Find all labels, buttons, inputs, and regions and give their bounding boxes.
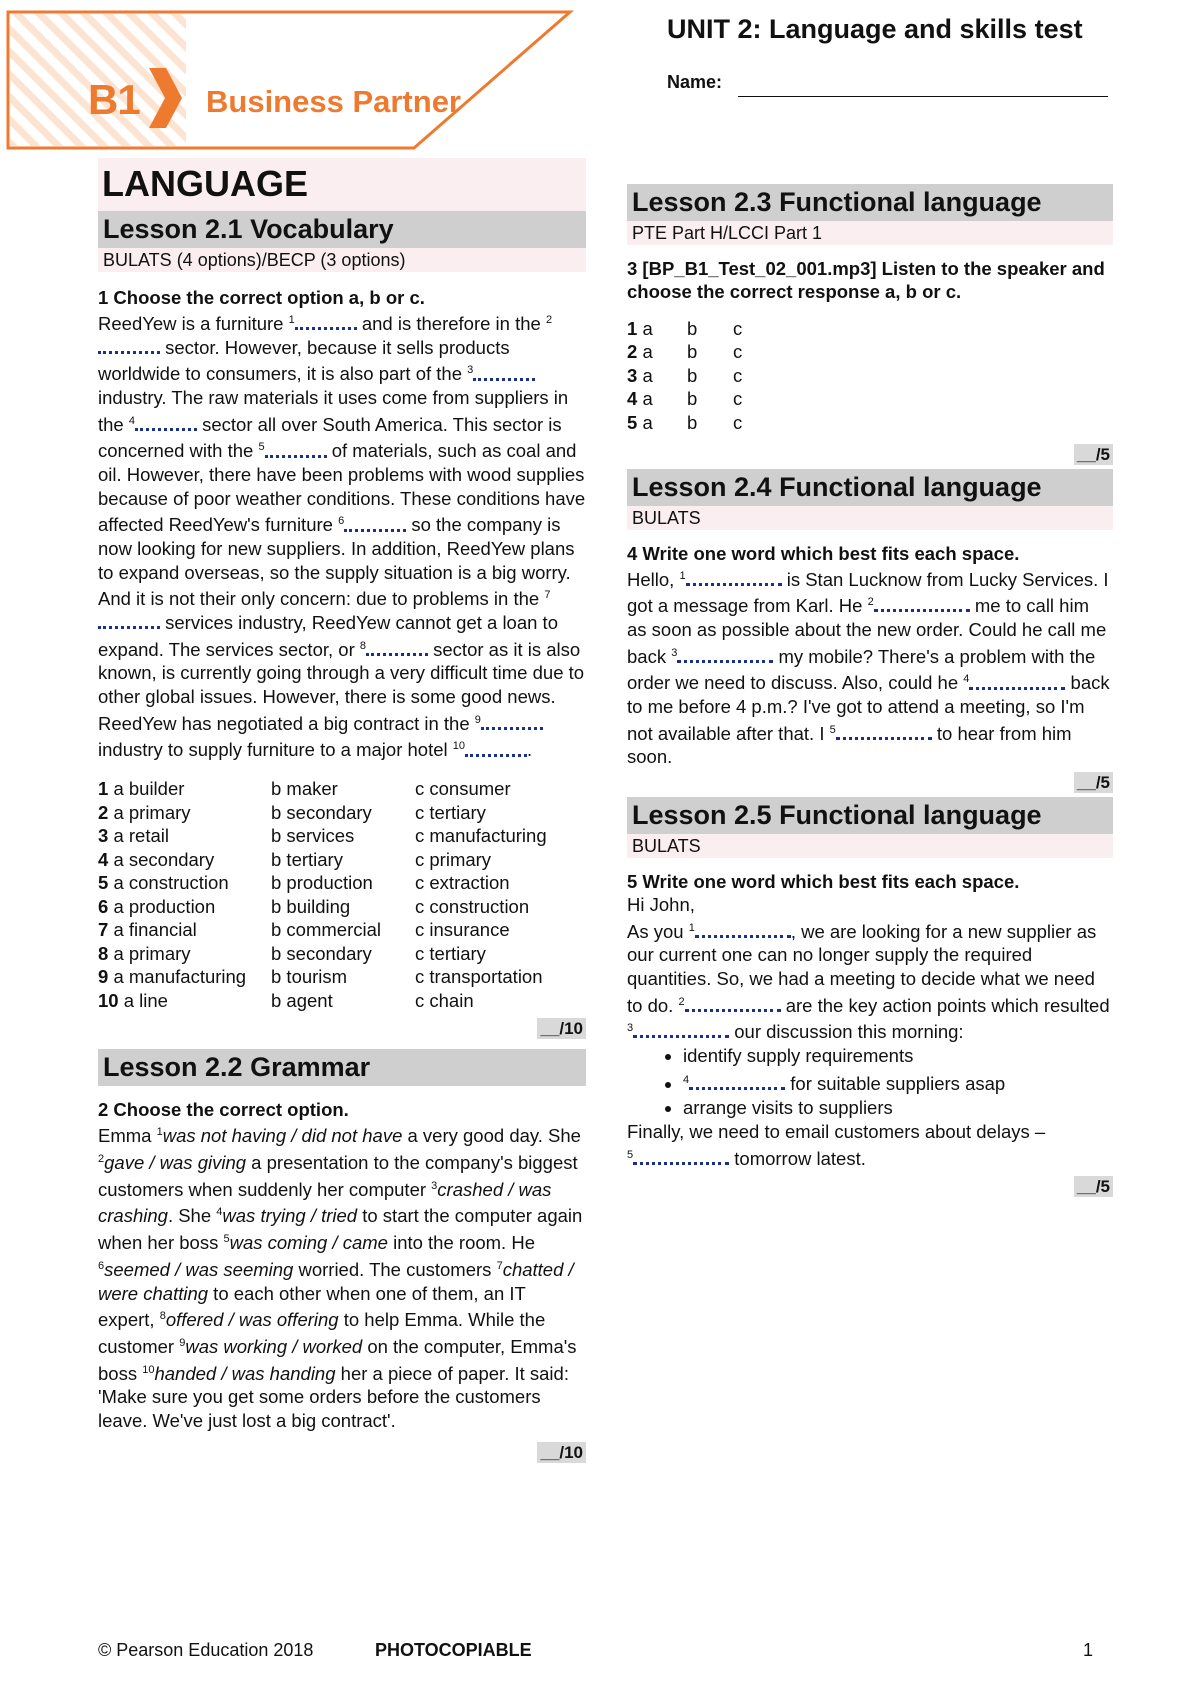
item-number: 3 <box>627 364 638 386</box>
option-cell[interactable] <box>98 896 271 920</box>
text-run: . She <box>167 1205 217 1227</box>
answer-option-b[interactable] <box>687 364 733 388</box>
answer-option-a[interactable] <box>627 341 687 365</box>
item-number: 10 <box>142 1363 155 1376</box>
exercise-1-options <box>98 778 547 1013</box>
score-value: __/5 <box>1074 772 1113 793</box>
option-cell[interactable] <box>98 802 271 826</box>
text-run: of materials, such as coal and oil. However, there have been problems with wood supplies because of poor weather conditions. These conditions have affected ReedYew's furniture <box>98 440 586 536</box>
answer-gap[interactable] <box>874 597 970 612</box>
lesson-2-3-title: Lesson 2.3 Functional language <box>627 184 1113 221</box>
option-text: a production <box>113 895 216 917</box>
text-run: her a piece of paper. It said: 'Make sure you get some orders before the customers leave. We've just lost a big contract'. <box>98 1362 569 1432</box>
text-run: my mobile? There's a problem with the order we need to discuss. Also, could he <box>627 645 1096 694</box>
option-row <box>98 990 547 1014</box>
name-label: Name: <box>667 72 723 92</box>
item-number: 4 <box>627 388 638 410</box>
score-box <box>627 773 1113 793</box>
answer-gap[interactable] <box>98 614 160 629</box>
option-text: a primary <box>113 942 191 964</box>
exercise-1-instruction: 1 Choose the correct option a, b or c. <box>98 287 425 308</box>
option-number: 5 <box>98 872 109 894</box>
choice-option[interactable]: offered / was offering <box>165 1309 339 1331</box>
option-letter: a <box>642 388 653 410</box>
option-cell[interactable] <box>271 966 415 990</box>
answer-gap[interactable] <box>633 1150 729 1165</box>
text-run: tomorrow latest. <box>729 1147 866 1169</box>
list-item: • $^4$ for suitable suppliers asap <box>683 1068 1113 1096</box>
text-run: Emma <box>98 1125 157 1147</box>
answer-option-b[interactable] <box>687 411 733 435</box>
option-cell[interactable] <box>415 919 547 943</box>
text-run: on the computer, Emma's boss <box>98 1336 577 1384</box>
option-cell[interactable] <box>415 778 547 802</box>
answer-gap[interactable] <box>465 742 527 757</box>
answer-option-c[interactable] <box>733 364 742 388</box>
answer-option-a[interactable] <box>627 411 687 435</box>
exercise-4-text: Hello, $^1$ is Stan Lucknow from Lucky Services. I got a message from Karl. He $^2$ me to call him as soon as possible about the new order. Could he call me back $^3$ my mobile? There's a problem with the order we need to discuss. Also, could he $^4$ back to me before 4 p.m.? I've got to attend a meeting, so I'm not available after that. I $^5$ to hear from him soon. <box>627 568 1110 768</box>
text-run: As you <box>627 920 689 942</box>
option-letter: c <box>733 411 743 433</box>
option-letter: c <box>733 341 743 363</box>
page-number: 1 <box>1083 1640 1094 1660</box>
right-column <box>627 184 1113 1197</box>
answer-option-c[interactable] <box>733 388 742 412</box>
option-cell[interactable] <box>271 872 415 896</box>
exercise-3-answers <box>627 317 742 435</box>
option-cell[interactable] <box>271 849 415 873</box>
answer-gap[interactable] <box>686 571 782 586</box>
exercise-5-text: As you $^1$ , we are looking for a new supplier as our current one can no longer supply the required quantities. So, we had a meeting to decide what we need to do. $^2$ are the key action points which resulted $^3$ our discussion this morning: <box>627 920 1110 1043</box>
answer-row <box>627 317 742 341</box>
exercise-5-instruction: 5 Write one word which best fits each space. <box>627 871 1020 893</box>
option-row <box>98 919 547 943</box>
text-run: into the room. He <box>387 1232 535 1254</box>
score-value: __/5 <box>1074 444 1113 465</box>
option-text: c primary <box>415 848 492 870</box>
answer-option-b[interactable] <box>687 388 733 412</box>
answer-row <box>627 411 742 435</box>
answer-gap[interactable] <box>265 443 327 458</box>
option-letter: c <box>733 317 743 339</box>
option-cell[interactable] <box>98 919 271 943</box>
answer-option-c[interactable] <box>733 317 742 341</box>
text-run: me to call him as soon as possible about the new order. Could he call me back <box>627 595 1107 667</box>
option-text: b secondary <box>271 942 372 964</box>
answer-option-a[interactable] <box>627 364 687 388</box>
list-item: • arrange visits to suppliers <box>683 1096 1113 1120</box>
logo-name: Business Partner <box>206 84 461 119</box>
option-text: b commercial <box>271 919 381 941</box>
lesson-2-4-subtitle: BULATS <box>627 506 1113 530</box>
option-cell[interactable] <box>415 966 547 990</box>
option-row <box>98 825 547 849</box>
option-cell[interactable] <box>415 802 547 826</box>
choice-option[interactable]: was not having / did not have <box>162 1125 403 1147</box>
item-number: 5 <box>223 1233 230 1246</box>
option-cell[interactable] <box>415 990 547 1014</box>
exercise-5-greeting: Hi John, <box>627 894 695 916</box>
item-number: 1 <box>156 1126 163 1139</box>
option-number: 8 <box>98 942 109 964</box>
answer-option-c[interactable] <box>733 341 742 365</box>
option-text: b agent <box>271 989 333 1011</box>
choice-option[interactable]: was working / worked <box>185 1336 363 1358</box>
text-run: to help Emma. While the customer <box>98 1309 546 1358</box>
option-number: 2 <box>98 801 109 823</box>
answer-gap[interactable] <box>473 366 535 381</box>
exercise-4-instruction: 4 Write one word which best fits each space. <box>627 542 1020 564</box>
item-number: 3 <box>431 1179 438 1192</box>
text-run: so the company is now looking for new suppliers. In addition, ReedYew plans to expand overseas, so the supply situation is a big worry. And it is not their only concern: due to problems in the <box>98 514 575 610</box>
option-text: a primary <box>113 801 191 823</box>
text-run: . <box>527 739 533 761</box>
answer-gap[interactable] <box>695 923 791 938</box>
answer-row <box>627 341 742 365</box>
text-run: Hello, <box>627 568 680 590</box>
option-row <box>98 778 547 802</box>
option-text: c insurance <box>415 919 510 941</box>
answer-gap[interactable] <box>689 1075 785 1090</box>
score-value: __/5 <box>1074 1176 1113 1197</box>
list-item: • identify supply requirements <box>683 1044 1113 1068</box>
text-run: back to me before 4 p.m.? I've got to attend a meeting, so I'm not available after that. I <box>627 672 1110 744</box>
option-number: 7 <box>98 919 109 941</box>
option-text: a secondary <box>113 848 215 870</box>
option-cell[interactable] <box>415 943 547 967</box>
text-run: a presentation to the company's biggest customers when suddenly her computer <box>98 1152 578 1200</box>
answer-gap[interactable] <box>295 315 357 330</box>
option-number: 9 <box>98 966 109 988</box>
logo <box>6 8 586 163</box>
answer-gap[interactable] <box>677 648 773 663</box>
option-text: c chain <box>415 989 474 1011</box>
item-number: 7 <box>496 1259 503 1272</box>
choice-option[interactable]: was coming / came <box>229 1232 388 1254</box>
option-cell[interactable] <box>271 802 415 826</box>
text-run: , we are looking for a new supplier as our current one can no longer supply the required quantities. So, we had a meeting to decide what we need to do. <box>627 920 1097 1016</box>
left-column <box>98 158 586 1463</box>
text-run: to hear from him soon. <box>627 722 1072 768</box>
option-cell[interactable] <box>271 990 415 1014</box>
option-cell[interactable] <box>98 825 271 849</box>
text-run: industry. The raw materials it uses come from suppliers in the <box>98 387 569 435</box>
option-text: b building <box>271 895 351 917</box>
option-cell[interactable] <box>271 778 415 802</box>
exercise-1-text: ReedYew is a furniture $^1$ and is therefore in the $^2$ sector. However, because it sells products worldwide to consumers, it is also part of the $^3$ industry. The raw materials it uses come from suppliers in the $^4$ sector all over South America. This sector is concerned with the $^5$ of materials, such as coal and oil. However, there have been problems with wood supplies because of poor weather conditions. These conditions have affected ReedYew's furniture $^6$ so the company is now looking for new suppliers. In addition, ReedYew plans to expand overseas, so the supply situation is a big worry. And it is not their only concern: due to problems in the $^7$ services industry, ReedYew cannot get a loan to expand. The services sector, or $^8$ sector as it is also known, is currently going through a very difficult time due to other global issues. However, there is some good news. ReedYew has negotiated a big contract in the $^9$ industry to supply furniture to a major hotel $^{10}$ . <box>98 313 586 761</box>
logo-level: B1 <box>88 76 140 123</box>
option-cell[interactable] <box>271 825 415 849</box>
action-points-list <box>627 1044 1113 1120</box>
option-number: 3 <box>98 825 109 847</box>
lesson-2-4-title: Lesson 2.4 Functional language <box>627 469 1113 506</box>
text-run: to start the computer again when her boss <box>98 1205 583 1254</box>
score-box <box>627 1177 1113 1197</box>
section-title: LANGUAGE <box>98 158 586 211</box>
footer-copyright: © Pearson Education 2018 <box>98 1640 314 1660</box>
answer-gap[interactable] <box>481 715 543 730</box>
option-row <box>98 966 547 990</box>
text-run: a very good day. She <box>402 1125 581 1147</box>
answer-option-a[interactable] <box>627 317 687 341</box>
option-letter: b <box>687 317 698 339</box>
text-run: is Stan Lucknow from Lucky Services. I got a message from Karl. He <box>627 568 1109 617</box>
option-letter: a <box>642 364 653 386</box>
option-number: 1 <box>98 778 109 800</box>
answer-gap[interactable] <box>366 641 428 656</box>
option-text: b tourism <box>271 966 348 988</box>
item-number: 1 <box>627 317 638 339</box>
item-number: 8 <box>159 1310 166 1323</box>
text-run: sector as it is also known, is currently going through a very difficult time due to other global issues. However, there is some good news. ReedYew has negotiated a big contract in the <box>98 638 585 734</box>
option-text: c consumer <box>415 778 511 800</box>
option-text: b secondary <box>271 801 372 823</box>
option-number: 10 <box>98 989 119 1011</box>
option-cell[interactable] <box>271 943 415 967</box>
score-box <box>98 1019 586 1039</box>
lesson-2-5-subtitle: BULATS <box>627 834 1113 858</box>
score-value: __/10 <box>537 1442 586 1463</box>
name-field[interactable] <box>738 96 1108 97</box>
text-run: to each other when one of them, an IT expert, <box>98 1282 526 1331</box>
option-number: 6 <box>98 895 109 917</box>
answer-gap[interactable] <box>135 416 197 431</box>
option-cell[interactable] <box>98 849 271 873</box>
choice-option[interactable]: chatted / were chatting <box>98 1259 574 1304</box>
option-cell[interactable] <box>98 990 271 1014</box>
lesson-2-2-title: Lesson 2.2 Grammar <box>98 1049 586 1086</box>
option-cell[interactable] <box>98 943 271 967</box>
score-box <box>98 1443 586 1463</box>
text-run: are the key action points which resulted <box>780 994 1110 1016</box>
text-run: and is therefore in the <box>356 313 546 335</box>
choice-option[interactable]: crashed / was crashing <box>98 1178 552 1227</box>
option-row <box>98 849 547 873</box>
item-number: 2 <box>627 341 638 363</box>
answer-gap[interactable] <box>685 997 781 1012</box>
option-row <box>98 802 547 826</box>
text-run: ReedYew is a furniture <box>98 313 289 335</box>
exercise-5-closing: Finally, we need to email customers about delays – $^5$ tomorrow latest. <box>627 1121 1046 1169</box>
option-cell[interactable] <box>415 825 547 849</box>
option-text: c manufacturing <box>415 825 547 847</box>
answer-row <box>627 364 742 388</box>
answer-option-a[interactable] <box>627 388 687 412</box>
option-text: a construction <box>113 872 229 894</box>
choice-option[interactable]: gave / was giving <box>104 1152 247 1173</box>
option-letter: c <box>733 364 743 386</box>
option-text: c tertiary <box>415 801 486 823</box>
option-text: a line <box>123 989 168 1011</box>
option-cell[interactable] <box>98 872 271 896</box>
answer-gap[interactable] <box>836 725 932 740</box>
answer-option-b[interactable] <box>687 341 733 365</box>
option-letter: a <box>642 411 653 433</box>
option-letter: b <box>687 388 698 410</box>
option-text: a builder <box>113 778 185 800</box>
option-letter: b <box>687 364 698 386</box>
option-number: 4 <box>98 848 109 870</box>
answer-gap[interactable] <box>633 1023 729 1038</box>
choice-option[interactable]: was trying / tried <box>222 1205 358 1227</box>
lesson-2-3-subtitle: PTE Part H/LCCI Part 1 <box>627 221 1113 245</box>
option-text: c transportation <box>415 966 543 988</box>
option-cell[interactable] <box>98 778 271 802</box>
option-cell[interactable] <box>271 919 415 943</box>
option-text: a manufacturing <box>113 966 247 988</box>
option-cell[interactable] <box>415 872 547 896</box>
option-text: b production <box>271 872 373 894</box>
option-row <box>98 943 547 967</box>
option-cell[interactable] <box>271 896 415 920</box>
option-text: c extraction <box>415 872 510 894</box>
option-letter: b <box>687 341 698 363</box>
item-number: 9 <box>179 1336 186 1349</box>
exercise-3-instruction: 3 [BP_B1_Test_02_001.mp3] Listen to the speaker and choose the correct response a, b or c. <box>627 258 1105 302</box>
text-run: services industry, ReedYew cannot get a loan to expand. The services sector, or <box>98 612 558 660</box>
text-run: sector. However, because it sells products worldwide to consumers, it is also part of the <box>98 336 510 385</box>
choice-option[interactable]: seemed / was seeming <box>104 1259 294 1280</box>
answer-gap[interactable] <box>969 675 1065 690</box>
answer-gap[interactable] <box>344 517 406 532</box>
lesson-2-1-subtitle: BULATS (4 options)/BECP (3 options) <box>98 248 586 272</box>
answer-row <box>627 388 742 412</box>
option-letter: b <box>687 411 698 433</box>
text-run: for suitable suppliers asap <box>785 1073 1006 1095</box>
option-cell[interactable] <box>415 849 547 873</box>
exercise-2-instruction: 2 Choose the correct option. <box>98 1099 349 1121</box>
text-run: Finally, we need to email customers about delays – <box>627 1121 1046 1143</box>
option-letter: a <box>642 341 653 363</box>
text-run: our discussion this morning: <box>729 1021 964 1043</box>
lesson-2-1-title: Lesson 2.1 Vocabulary <box>98 211 586 248</box>
footer-photocopiable: PHOTOCOPIABLE <box>375 1640 532 1660</box>
text-run: sector all over South America. This sector is concerned with the <box>98 413 562 462</box>
text-run: worried. The customers <box>293 1259 497 1280</box>
choice-option[interactable]: handed / was handing <box>154 1362 336 1384</box>
answer-gap[interactable] <box>98 339 160 354</box>
option-text: c construction <box>415 895 530 917</box>
option-letter: c <box>733 388 743 410</box>
item-number: 2 <box>98 1152 105 1165</box>
option-text: c tertiary <box>415 942 486 964</box>
option-text: b tertiary <box>271 848 343 870</box>
lesson-2-5-title: Lesson 2.5 Functional language <box>627 797 1113 834</box>
score-value: __/10 <box>537 1018 586 1039</box>
option-text: a retail <box>113 825 169 847</box>
score-box <box>627 445 1113 465</box>
option-cell[interactable] <box>415 896 547 920</box>
exercise-2-text <box>98 1121 586 1433</box>
item-number: 4 <box>216 1206 223 1219</box>
item-number: 5 <box>627 411 638 433</box>
text-run: industry to supply furniture to a major hotel <box>98 739 453 761</box>
option-text: b services <box>271 825 355 847</box>
option-letter: a <box>642 317 653 339</box>
option-row <box>98 896 547 920</box>
item-number: 6 <box>98 1259 105 1272</box>
answer-option-b[interactable] <box>687 317 733 341</box>
option-text: b maker <box>271 778 338 800</box>
option-text: a financial <box>113 919 197 941</box>
answer-option-c[interactable] <box>733 411 742 435</box>
page-title: UNIT 2: Language and skills test <box>667 14 1083 44</box>
option-cell[interactable] <box>98 966 271 990</box>
option-row <box>98 872 547 896</box>
